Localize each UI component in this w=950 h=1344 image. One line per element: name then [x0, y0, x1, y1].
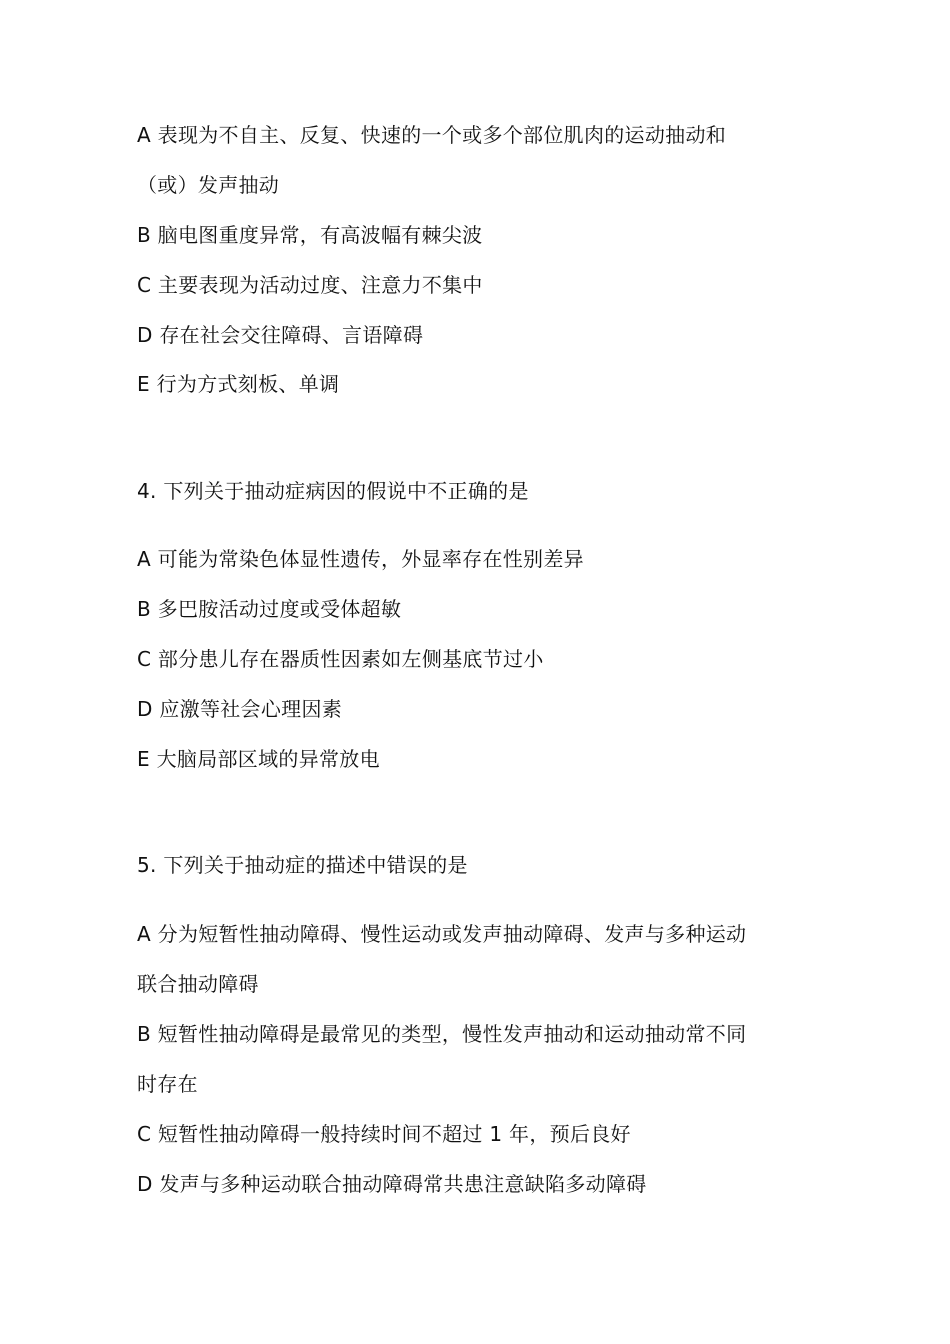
- q5-option-a-line2: 联合抽动障碍: [137, 972, 259, 996]
- q4-stem: 4. 下列关于抽动症病因的假说中不正确的是: [137, 479, 529, 503]
- q5-option-a-line1: A 分为短暂性抽动障碍、慢性运动或发声抽动障碍、发声与多种运动: [137, 922, 747, 946]
- q5-option-c: C 短暂性抽动障碍一般持续时间不超过 1 年，预后良好: [137, 1122, 631, 1146]
- q4-option-a: A 可能为常染色体显性遗传，外显率存在性别差异: [137, 547, 584, 571]
- q4-option-d: D 应激等社会心理因素: [137, 697, 343, 721]
- q4-option-b: B 多巴胺活动过度或受体超敏: [137, 597, 402, 621]
- q4-option-e: E 大脑局部区域的异常放电: [137, 747, 380, 771]
- q5-stem: 5. 下列关于抽动症的描述中错误的是: [137, 853, 468, 877]
- q3-option-b: B 脑电图重度异常，有高波幅有棘尖波: [137, 223, 483, 247]
- q3-option-a-line1: A 表现为不自主、反复、快速的一个或多个部位肌肉的运动抽动和: [137, 123, 727, 147]
- q3-option-c: C 主要表现为活动过度、注意力不集中: [137, 273, 483, 297]
- q3-option-a-line2: （或）发声抽动: [137, 173, 280, 197]
- q5-option-b-line1: B 短暂性抽动障碍是最常见的类型，慢性发声抽动和运动抽动常不同: [137, 1022, 747, 1046]
- q5-option-d: D 发声与多种运动联合抽动障碍常共患注意缺陷多动障碍: [137, 1172, 647, 1196]
- q5-option-b-line2: 时存在: [137, 1072, 198, 1096]
- q3-option-e: E 行为方式刻板、单调: [137, 372, 340, 396]
- q4-option-c: C 部分患儿存在器质性因素如左侧基底节过小: [137, 647, 544, 671]
- q3-option-d: D 存在社会交往障碍、言语障碍: [137, 323, 424, 347]
